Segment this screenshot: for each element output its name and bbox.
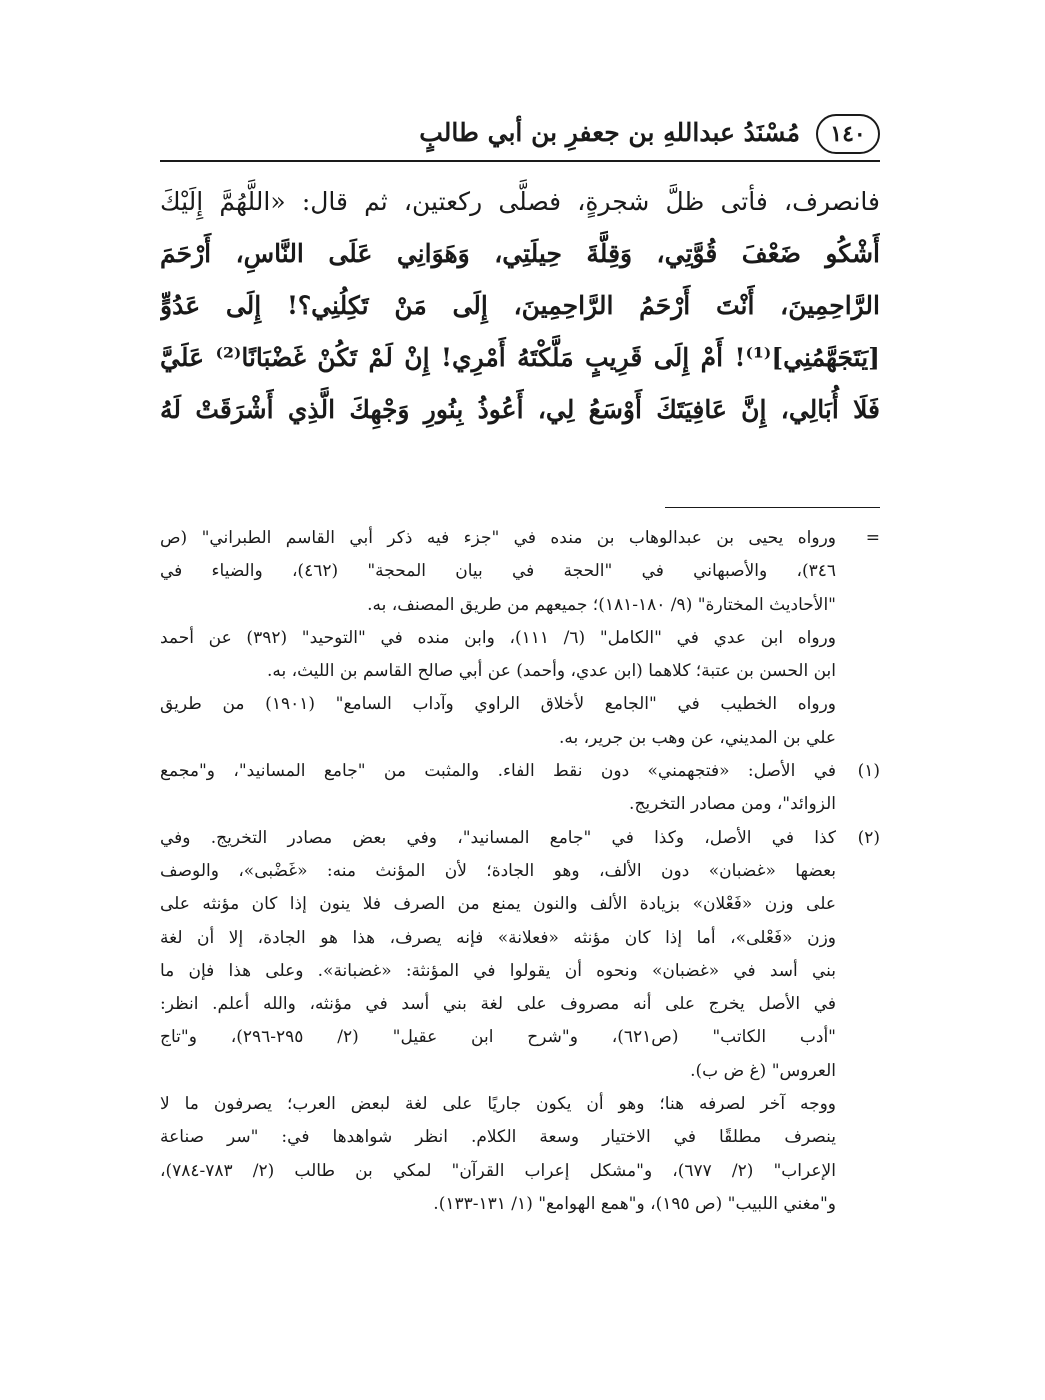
footnote-line: "الأحاديث المختارة" (٩/ ١٨٠-١٨١)؛ جميعهم من طريق المصنف، به. [367,594,836,615]
main-line: الرَّاحِمِينَ، أَنْتَ أَرْحَمُ الرَّاحِمِينَ، إِلَى مَنْ تَكِلُنِي؟! إِلَى عَدُوٍّ [160,291,880,320]
footnote-line: ورواه الخطيب في "الجامع لأخلاق الراوي وآداب السامع" (١٩٠١) من طريق [160,694,836,715]
footnote-line: ٣٤٦)، والأصبهاني في "الحجة في بيان المحجة" (٤٦٢)، والضياء في [160,561,836,582]
footnote-line: و"مغني اللبيب" (ص ١٩٥)، و"همع الهوامع" (١/ ١٣١-١٣٣). [433,1193,836,1214]
footnote-line: كذا في الأصل، وكذا في "جامع المسانيد"، وفي بعض مصادر التخريج. وفي [160,827,836,848]
footnotes [160,522,880,1221]
footnote-line: ورواه يحيى بن عبدالوهاب بن منده في "جزء فيه ذكر أبي القاسم الطبراني" (ص [160,528,836,548]
footnote-line: الزوائد"، ومن مصادر التخريج. [629,794,836,815]
footnote-line: على وزن «فَعْلان» بزيادة الألف والنون يمنع من الصرف فلا ينون إذا كان مؤنثه على [160,894,836,915]
main-line: فانصرف، فأتى ظلَّ شجرةٍ، فصلَّى ركعتين، ثم قال: «اللَّهُمَّ إِلَيْكَ [160,187,880,216]
footnote-line: "أدب الكاتب" (ص٦٢١)، و"شرح ابن عقيل" (٢/ ٢٩٥-٢٩٦)، و"تاج [160,1027,836,1048]
footnote-line: علي بن المديني، عن وهب بن جرير، به. [559,727,836,748]
footnote-line: بني أسد في «غضبان» ونحوه أن يقولوا في المؤنثة: «غضبانة». وعلى هذا فإن ما [160,960,836,981]
footnote-line: بعضها «غضبان» دون الألف، وهو الجادة؛ لأن المؤنث منه: «غَضْبى»، والوصف [160,860,836,881]
header-rule [160,160,880,162]
footnote-marker: (٢) [857,827,880,848]
page-number: ١٤٠ [830,121,866,147]
main-line: أَشْكُو ضَعْفَ قُوَّتِي، وَقِلَّةَ حِيلَتِي، وَهَوَانِي عَلَى النَّاسِ، أَرْحَمَ [160,239,880,268]
footnote-line: وزن «فَعْلى»، أما إذا كان مؤنثه «فعلانة» فإنه يصرف، هذا هو الجادة، إلا أن لغة [160,927,836,948]
footnote-separator [665,507,880,508]
footnote-continued [160,522,880,755]
footnote-line: الإعراب" (٢/ ٦٧٧)، و"مشكل إعراب القرآن" لمكي بن طالب (٢/ ٧٨٣-٧٨٤)، [160,1160,836,1181]
footnote-marker: = [865,528,880,548]
footnote-line: ووجه آخر لصرفه هنا؛ وهو أن يكون جاريًا على لغة لبعض العرب؛ يصرفون ما لا [160,1094,836,1115]
main-line: فَلَا أُبَالِي، إِنَّ عَافِيَتَكَ أَوْسَعُ لِي، أَعُوذُ بِنُورِ وَجْهِكَ الَّذِي أَشْرَقَتْ لَهُ [160,395,880,424]
footnote-line: ورواه ابن عدي في "الكامل" (٦/ ١١١)، وابن منده في "التوحيد" (٣٩٢) عن أحمد [160,627,836,648]
page-number-badge [816,114,880,154]
footnote-line: في الأصل: «فتجهمني» دون نقط الفاء. والمثبت من "جامع المسانيد"، و"مجمع [160,761,836,782]
page-header [160,114,880,158]
footnote-marker: (١) [857,761,880,782]
footnote-line: العروس" (غ ض ب). [690,1060,836,1081]
footnote-line: ابن الحسن بن عتبة؛ كلاهما (ابن عدي، وأحمد) عن أبي صالح القاسم بن الليث، به. [266,661,836,682]
footnote-2 [160,822,880,1222]
main-line: [يَتَجَهَّمُنِي]⁽¹⁾! أَمْ إِلَى قَرِيبٍ مَلَّكْتَهُ أَمْرِي! إِنْ لَمْ تَكُنْ غَضْبَانًا⁽²⁾ عَلَيَّ [160,343,880,372]
footnote-line: في الأصل يخرج على أنه مصروف على لغة بني أسد في مؤنثه، والله أعلم. انظر: [160,994,836,1015]
footnote-1 [160,755,880,822]
footnote-line: ينصرف مطلقًا في الاختيار وسعة الكلام. انظر شواهدها في: "سر صناعة [160,1127,836,1148]
main-text [160,176,880,436]
running-title: مُسْنَدُ عبداللهِ بن جعفرِ بن أبي طالبٍ [419,118,800,147]
